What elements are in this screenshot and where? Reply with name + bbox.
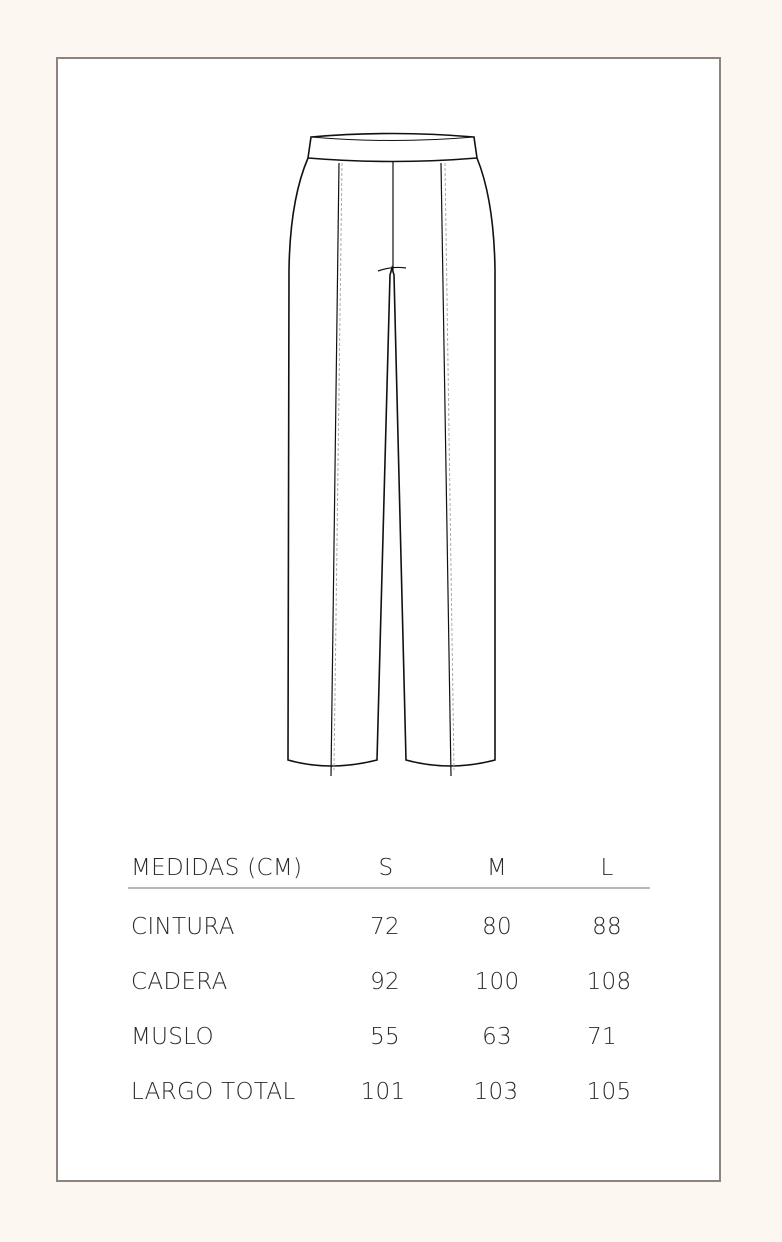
header-label: MEDIDAS (CM) — [131, 855, 303, 881]
value-l: 71 — [587, 1024, 617, 1050]
waistband — [308, 134, 477, 162]
value-m: 63 — [482, 1024, 512, 1050]
value-s: 55 — [370, 1024, 400, 1050]
header-size-l: L — [600, 855, 614, 881]
value-l: 108 — [586, 969, 632, 995]
value-s: 72 — [370, 914, 400, 940]
header-size-m: M — [486, 855, 508, 881]
value-m: 103 — [473, 1079, 519, 1105]
row-label: MUSLO — [131, 1024, 214, 1050]
header-divider — [128, 887, 650, 889]
value-s: 92 — [370, 969, 400, 995]
value-s: 101 — [360, 1079, 406, 1105]
value-m: 100 — [474, 969, 520, 995]
value-m: 80 — [482, 914, 512, 940]
row-label: CINTURA — [131, 914, 235, 940]
pants-outline — [288, 158, 495, 766]
waistband-top-curve — [311, 137, 474, 141]
value-l: 105 — [586, 1079, 632, 1105]
header-size-s: S — [378, 855, 394, 881]
row-label: LARGO TOTAL — [131, 1079, 296, 1105]
row-label: CADERA — [131, 969, 228, 995]
value-l: 88 — [592, 914, 622, 940]
